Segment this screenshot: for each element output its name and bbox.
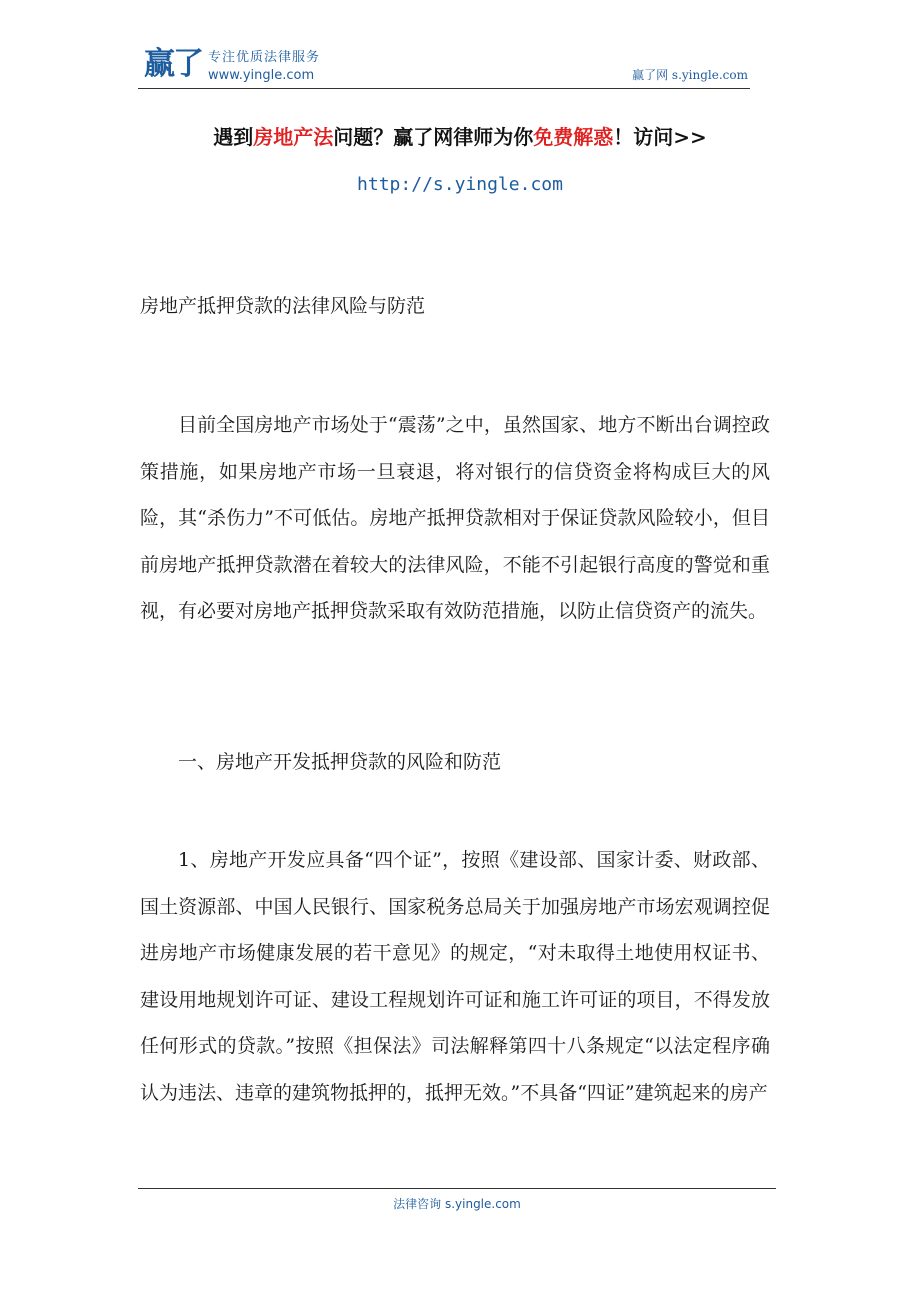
- logo-url[interactable]: www.yingle.com: [208, 68, 315, 83]
- page-footer[interactable]: 法律咨询 s.yingle.com: [138, 1188, 776, 1212]
- promo-highlight-topic: 房地产法: [253, 125, 334, 149]
- body-paragraph: 目前全国房地产市场处于“震荡”之中，虽然国家、地方不断出台调控政策措施，如果房地产市场一旦衰退，将对银行的信贷资金将构成巨大的风险，其“杀伤力”不可低估。房地产抵押贷款相对于保证贷款风险较小，但目前房地产抵押贷款潜在着较大的法律风险，不能不引起银行高度的警觉和重视，有必要对房地产抵押贷款采取有效防范措施，以防止信贷资产的流失。: [140, 414, 770, 622]
- promo-highlight-free: 免费解惑: [533, 125, 614, 149]
- promo-banner: [0, 123, 920, 151]
- promo-text-2: 问题？赢了网律师为你: [333, 125, 534, 149]
- document-title: 房地产抵押贷款的法律风险与防范: [140, 295, 426, 317]
- promo-text-1: 遇到: [213, 125, 254, 149]
- page-header: [138, 44, 750, 89]
- promo-link[interactable]: http://s.yingle.com: [357, 174, 563, 195]
- header-site-link[interactable]: 赢了网 s.yingle.com: [632, 68, 748, 82]
- yingle-logo[interactable]: 赢了: [144, 46, 202, 82]
- logo-tagline: 专注优质法律服务: [208, 50, 321, 65]
- section-heading: 一、房地产开发抵押贷款的风险和防范: [178, 751, 502, 773]
- promo-text-3: ！访问>>: [613, 125, 707, 149]
- body-paragraph: 1、房地产开发应具备“四个证”，按照《建设部、国家计委、财政部、国土资源部、中国人民银行、国家税务总局关于加强房地产市场宏观调控促进房地产市场健康发展的若干意见》的规定，“对未取得土地使用权证书、建设用地规划许可证、建设工程规划许可证和施工许可证的项目，不得发放任何形式的贷款。”按照《担保法》司法解释第四十八条规定“以法定程序确认为违法、违章的建筑物抵押的，抵押无效。”不具备“四证”建筑起来的房产: [140, 849, 770, 1104]
